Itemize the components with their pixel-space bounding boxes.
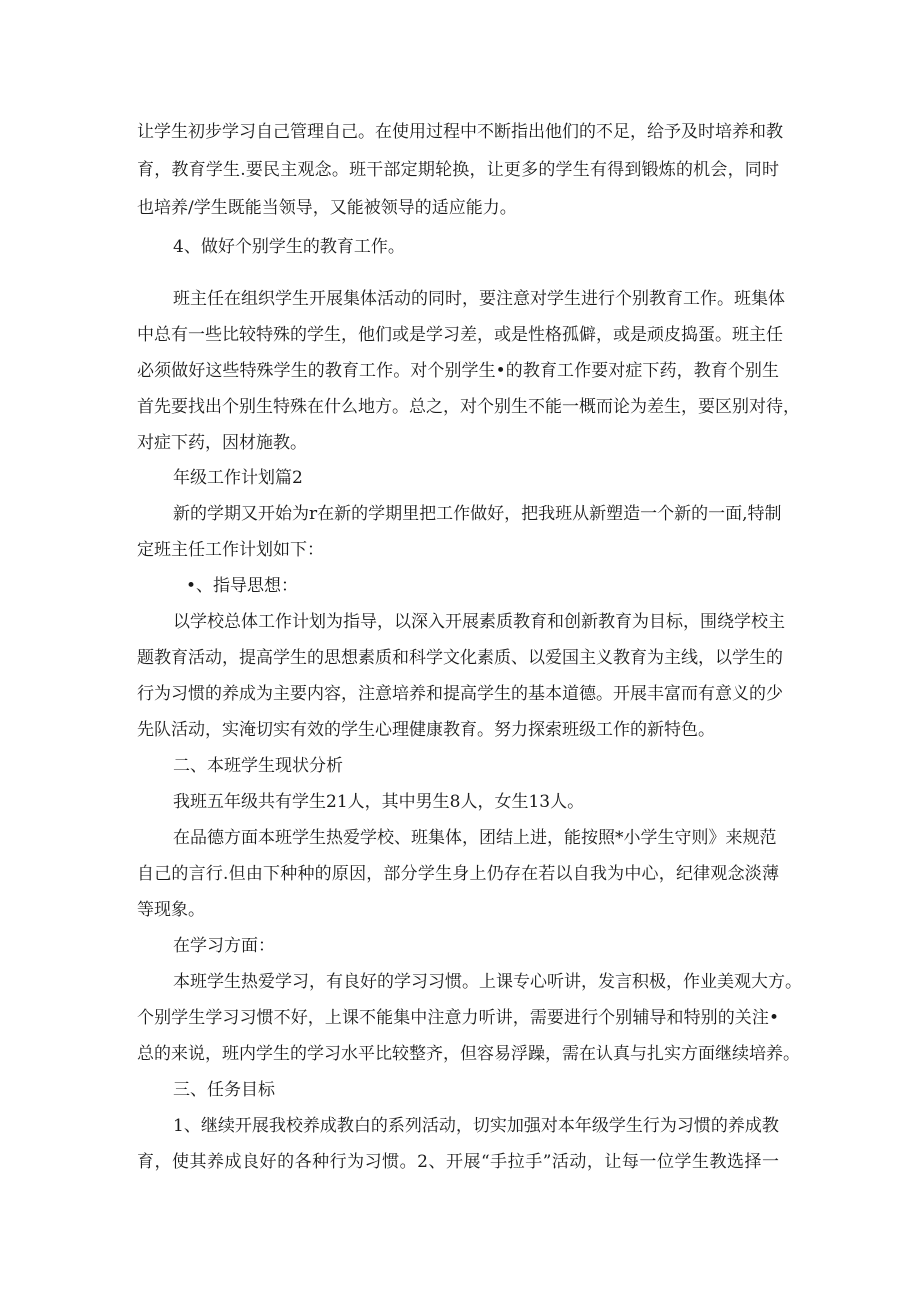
text-line: 个别学生学习习惯不好，上课不能集中注意力听讲，需要进行个别辅导和特别的关注• — [137, 1008, 779, 1028]
text-line: 1、继续开展我校养成教白的系列活动，切实加强对本年级学生行为习惯的养成教 — [173, 1116, 779, 1136]
section-heading: •、指导思想： — [186, 576, 299, 596]
text-line: 中总有一些比较特殊的学生，他们或是学习差，或是性格孤僻，或是顽皮捣蛋。班主任 — [137, 325, 783, 345]
text-line: 等现象。 — [137, 900, 205, 920]
text-line: 我班五年级共有学生21人，其中男生8人，女生13人。 — [173, 792, 585, 812]
text-line: 班主任在组织学生开展集体活动的同时，要注意对学生进行个别教育工作。班集体 — [173, 289, 785, 309]
text-line: 总的来说，班内学生的学习水平比较整齐，但容易浮躁，需在认真与扎实方面继续培养。 — [137, 1044, 800, 1064]
text-line: 以学校总体工作计划为指导，以深入开展素质教育和创新教育为目标，围绕学校主 — [173, 612, 785, 632]
section-heading: 三、任务目标 — [173, 1080, 275, 1100]
text-line: 本班学生热爱学习，有良好的学习习惯。上课专心听讲，发言积极，作业美观大方。 — [173, 972, 802, 992]
text-line: 自己的言行.但由下种种的原因，部分学生身上仍存在若以自我为中心，纪律观念淡薄 — [137, 864, 779, 884]
section-heading: 二、本班学生现状分析 — [173, 756, 343, 776]
text-line: 首先要找出个别生特殊在什么地方。总之，对个别生不能一概而论为差生，要区别对待， — [137, 397, 800, 417]
text-line: 定班主任工作计划如下： — [137, 540, 324, 560]
text-line: 新的学期又开始为r在新的学期里把工作做好，把我班从新塑造一个新的一面,特制 — [173, 504, 782, 524]
section-heading: 4、做好个别学生的教育工作。 — [173, 237, 405, 257]
text-line: 让学生初步学习自己管理自己。在使用过程中不断指出他们的不足，给予及时培养和教 — [137, 122, 783, 142]
text-line: 在品德方面本班学生热爱学校、班集体，团结上进，能按照*小学生守则》来规范 — [173, 828, 777, 848]
section-heading: 年级工作计划篇2 — [173, 468, 303, 488]
text-line: 也培养/学生既能当领导，又能被领导的适应能力。 — [137, 198, 517, 218]
text-line: 行为习惯的养成为主要内容，注意培养和提高学生的基本道德。开展丰富而有意义的少 — [137, 684, 783, 704]
text-line: 必须做好这些特殊学生的教育工作。对个别学生•的教育工作要对症下药，教育个别生 — [137, 361, 779, 381]
text-line: 育，使其养成良好的各种行为习惯。2、开展“手拉手”活动，让每一位学生教选择一 — [137, 1152, 779, 1172]
text-line: 对症下药，因材施教。 — [137, 433, 307, 453]
text-line: 题教育活动，提高学生的思想素质和科学文化素质、以爱国主义教育为主线，以学生的 — [137, 648, 783, 668]
text-line: 先队活动，实淹切实有效的学生心理健康教育。努力探索班级工作的新特色。 — [137, 720, 715, 740]
text-line: 育，教育学生.要民主观念。班干部定期轮换，让更多的学生有得到锻炼的机会，同时 — [137, 160, 779, 180]
section-heading: 在学习方面： — [173, 936, 275, 956]
